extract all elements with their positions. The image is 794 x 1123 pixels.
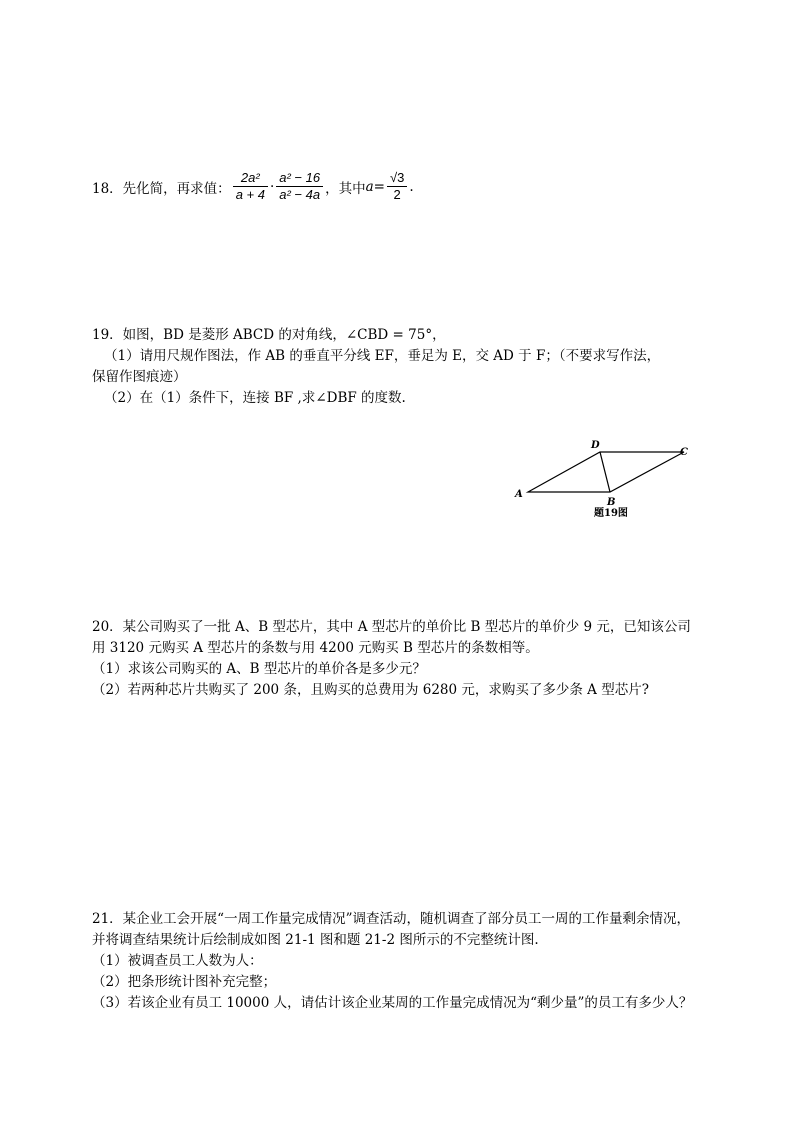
q19-line-1: 19．如图，BD 是菱形 ABCD 的对角线，∠CBD = 75°，: [92, 327, 446, 343]
q20-line-1: 20．某公司购买了一批 A、B 型芯片，其中 A 型芯片的单价比 B 型芯片的单价少 9 元，已知该公司: [92, 619, 691, 635]
q18-equals: =: [373, 178, 385, 195]
q21-line-2: 并将调查结果统计后绘制成如图 21-1 图和题 21-2 图所示的不完整统计图.: [92, 932, 539, 948]
q18-variable: a: [365, 178, 374, 195]
q18-fraction-2: [276, 170, 323, 203]
q18-frac1-denominator: a + 4: [235, 187, 265, 202]
q19-line-2: （1）请用尺规作图法，作 AB 的垂直平分线 EF，垂足为 E，交 AD 于 F；（不要求写作法，: [104, 348, 661, 364]
q18-fraction-3: [387, 170, 407, 203]
label-b: B: [607, 497, 616, 508]
label-a: A: [515, 489, 523, 500]
question-18: [92, 170, 414, 203]
q19-line-4: （2）在（1）条件下，连接 BF ,求∠DBF 的度数.: [104, 390, 406, 406]
q18-prefix: 18．先化简，再求值：: [92, 180, 231, 197]
label-d: D: [591, 440, 600, 451]
q18-frac1-numerator: 2a²: [240, 170, 260, 185]
q18-frac2-numerator: a² − 16: [279, 170, 321, 185]
q18-end: .: [409, 178, 414, 195]
q18-dot: ·: [269, 178, 275, 195]
q18-middle: ，其中: [325, 180, 366, 197]
q21-line-4: （2）把条形统计图补充完整；: [92, 974, 277, 990]
q19-line-3: 保留作图痕迹）: [92, 369, 187, 385]
q18-frac3-numerator: √3: [389, 170, 405, 185]
q18-frac3-denominator: 2: [393, 187, 401, 202]
q18-fraction-1: [233, 170, 268, 203]
q18-frac2-denominator: a² − 4a: [279, 187, 321, 202]
q20-line-3: （1）求该公司购买的 A、B 型芯片的单价各是多少元？: [92, 661, 426, 677]
q21-line-5: （3）若该企业有员工 10000 人，请估计该企业某周的工作量完成情况为“剩少量”的员工有多少人？: [92, 995, 693, 1011]
rhombus-outline: [528, 452, 684, 492]
label-c: C: [680, 447, 688, 458]
q20-line-4: （2）若两种芯片共购买了 200 条，且购买的总费用为 6280 元，求购买了多少条 A 型芯片?: [92, 682, 649, 698]
q20-line-2: 用 3120 元购买 A 型芯片的条数与用 4200 元购买 B 型芯片的条数相等。: [92, 640, 539, 656]
figure-19-caption: 题19图: [594, 508, 628, 519]
diagonal-bd: [600, 452, 610, 492]
q21-line-1: 21．某企业工会开展“一周工作量完成情况”调查活动，随机调查了部分员工一周的工作量剩余情况，: [92, 911, 690, 927]
q21-line-3: （1）被调查员工人数为人：: [92, 953, 263, 969]
